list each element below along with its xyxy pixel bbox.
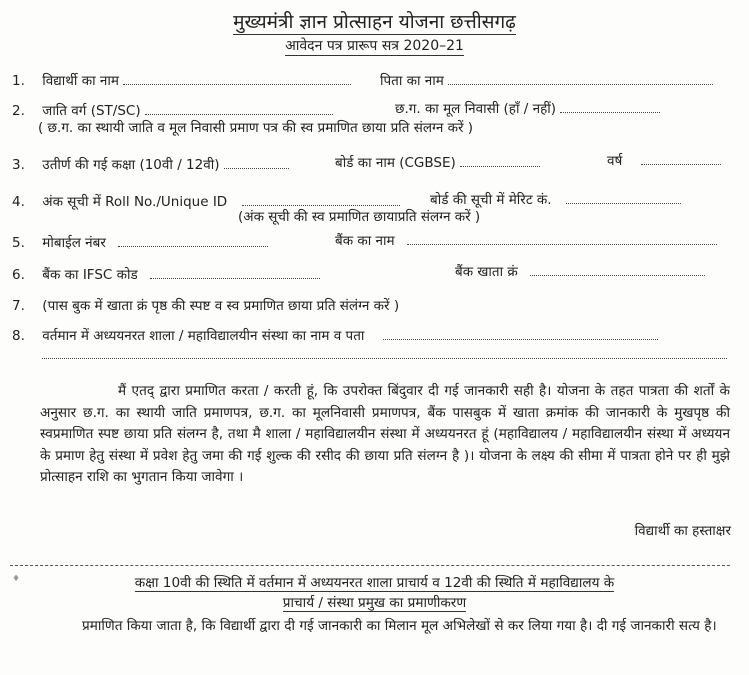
field-father-name [380,71,713,89]
field-roll-no: 4. अंक सूची में Roll No./Unique ID [12,192,400,210]
field-bank-name [335,231,717,249]
account-no-input[interactable] [530,263,705,276]
caste-input[interactable] [145,102,333,115]
merit-no-label: बोर्ड की सूची में मेरिट कं. [430,192,552,208]
field-board-name [335,153,540,171]
field-student-name: 1. विद्यार्थी का नाम [12,71,351,89]
ifsc-input[interactable] [150,266,320,279]
student-name-label: विद्यार्थी का नाम [42,73,119,89]
board-name-input[interactable] [460,154,540,167]
field-ifsc: 6. बैंक का IFSC कोड [12,265,320,283]
bank-name-label: बैंक का नाम [335,233,395,249]
year-label: वर्ष [607,153,623,169]
passed-class-label: उतीर्ण की गई कक्षा (10वी / 12वी) [42,157,220,173]
field-account-no [455,262,705,280]
field-merit-no [430,190,681,208]
form-title: मुख्यमंत्री ज्ञान प्रोत्साहन योजना छत्तीसगढ़ [233,11,516,33]
certification-title-line1: कक्षा 10वी की स्थिति में वर्तमान में अध्ययनरत शाला प्राचार्य व 12वी की स्थिति में महाविद्यालय के [134,575,615,591]
passbook-note: (पास बुक में खाता क्रं पृष्ठ की स्पष्ट व स्व प्रमाणित छाया प्रति संलंग्न करें ) [42,298,400,314]
section-divider [10,565,730,566]
mobile-label: मोबाईल नंबर [42,235,106,251]
father-name-input[interactable] [448,72,713,85]
field-institution-line2 [42,346,727,363]
caste-note: ( छ.ग. का स्थायी जाति व मूल निवासी प्रमाण पत्र की स्व प्रमाणित छाया प्रति संलग्न करें ) [38,120,474,136]
scan-mark: ♦ [12,574,21,584]
field-institution: 8. वर्तमान में अध्ययनरत शाला / महाविद्यालयीन संस्था का नाम व पता [12,326,658,344]
field-caste: 2. जाति वर्ग (ST/SC) [12,101,333,119]
institution-input[interactable] [383,327,658,340]
marksheet-note: (अंक सूची की स्व प्रमाणित छायाप्रति संलग्न करें ) [238,209,481,225]
institution-address-input[interactable] [42,346,727,359]
roll-no-input[interactable] [242,193,400,206]
native-resident-label: छ.ग. का मूल निवासी (हाँ / नहीं) [395,101,557,117]
merit-no-input[interactable] [566,191,681,204]
bank-name-input[interactable] [407,232,717,245]
caste-label: जाति वर्ग (ST/SC) [42,103,141,119]
student-signature-label: विद्यार्थी का हस्ताक्षर [634,523,731,539]
account-no-label: बैंक खाता क्रं [455,264,518,280]
declaration-text: मैं एतद् द्वारा प्रमाणित करता / करती हूं, कि उपरोक्त बिंदुवार दी गई जानकारी सही है। योजना के तहत पात्रता की शर्तों के अनुसार छ.ग. का स्थायी जाति प्रमाणपत्र, छ.ग. का मूलनिवासी प्रमाणपत्र, बैंक पासबुक में खाता क्रमांक की जानकारी के मुखपृष्ठ की स्वप्रमाणित स्पष्ट छाया प्रति संलग्न है, तथा मै शाला / महाविद्यालयीन संस्था में अध्ययनरत हूं (महाविद्यालय / महाविद्यालयीन संस्था में अध्ययन के प्रमाण हेतु संस्था में प्रवेश हेतु जमा की गई शुल्क की रसीद की छाया प्रति संलग्न है )। योजना के लक्ष्य की सीमा में पात्रता होने पर ही मुझे प्रोत्साहन राशि का भुगतान किया जावेगा । [40,383,730,485]
institution-label: वर्तमान में अध्ययनरत शाला / महाविद्यालयीन संस्था का नाम व पता [42,328,365,344]
form-subtitle: आवेदन पत्र प्रारूप सत्र 2020–21 [285,38,464,54]
certification-title-line2: प्राचार्य / संस्था प्रमुख का प्रमाणीकरण [282,595,467,611]
field-mobile: 5. मोबाईल नंबर [12,233,268,251]
father-name-label: पिता का नाम [380,73,444,89]
roll-no-label: अंक सूची में Roll No./Unique ID [42,194,228,210]
field-native-resident [395,99,660,117]
student-name-input[interactable] [123,72,351,85]
field-year [607,151,721,169]
passed-class-input[interactable] [224,156,289,169]
ifsc-label: बैंक का IFSC कोड [42,267,138,283]
native-resident-input[interactable] [560,100,660,113]
mobile-input[interactable] [118,234,268,247]
year-input[interactable] [641,152,721,165]
field-passbook-note: 7. (पास बुक में खाता क्रं पृष्ठ की स्पष्ट व स्व प्रमाणित छाया प्रति संलंग्न करें ) [12,298,400,314]
certification-text: प्रमाणित किया जाता है, कि विद्यार्थी द्वारा दी गई जानकारी का मिलान मूल अभिलेखों से कर लिया गया है। दी गई जानकारी सत्य है। [82,618,717,634]
field-passed-class: 3. उतीर्ण की गई कक्षा (10वी / 12वी) [12,155,289,173]
board-name-label: बोर्ड का नाम (CGBSE) [335,155,456,171]
